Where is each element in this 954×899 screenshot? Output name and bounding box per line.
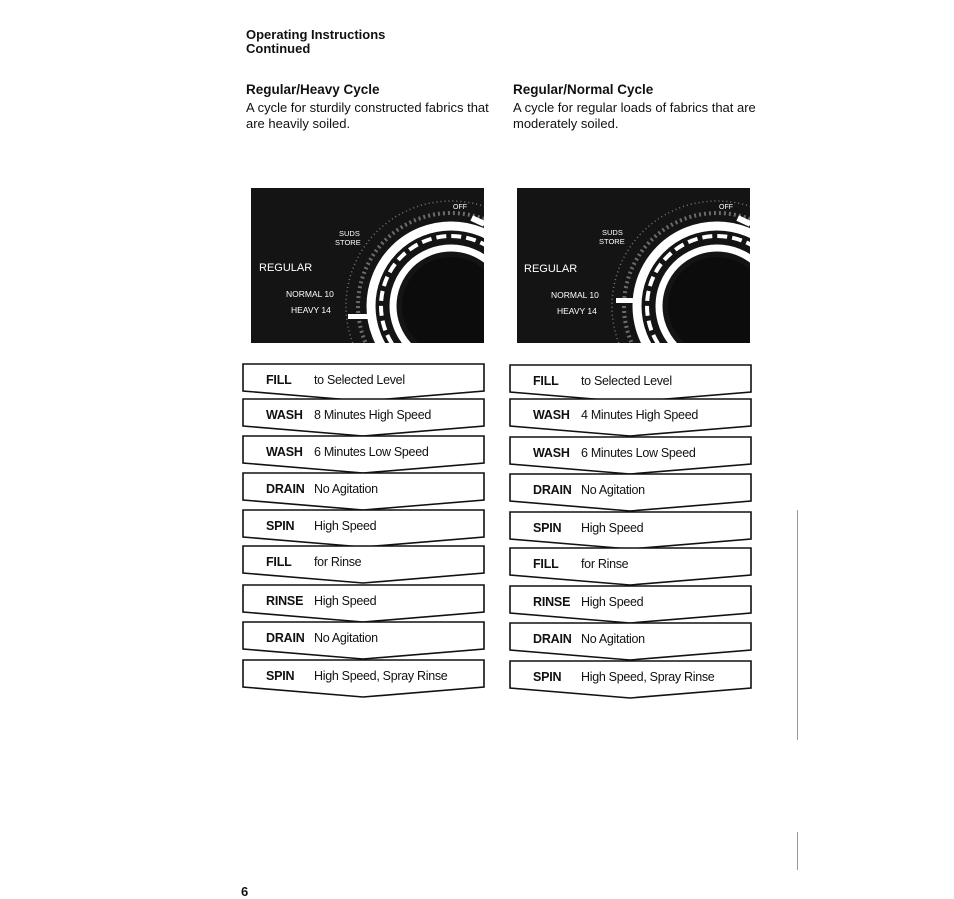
cycle-step bbox=[509, 436, 751, 474]
step-label: WASH bbox=[266, 445, 303, 459]
cycle-step bbox=[509, 398, 751, 436]
step-text: No Agitation bbox=[314, 482, 378, 496]
cycle-step bbox=[242, 472, 484, 510]
step-label: DRAIN bbox=[266, 482, 305, 496]
cycle-step bbox=[242, 363, 484, 401]
step-text: 6 Minutes Low Speed bbox=[581, 446, 696, 460]
cycle-step bbox=[242, 659, 484, 697]
step-label: FILL bbox=[266, 373, 292, 387]
step-text: High Speed bbox=[314, 594, 377, 608]
cycle-step bbox=[242, 621, 484, 659]
dial-suds-label: SUDS bbox=[602, 228, 623, 237]
cycle-title-normal: Regular/Normal Cycle bbox=[513, 82, 654, 97]
cycle-step bbox=[509, 511, 751, 549]
dial-off-label: OFF bbox=[453, 204, 467, 211]
scan-edge-line bbox=[797, 832, 798, 870]
step-label: SPIN bbox=[533, 521, 562, 535]
cycle-step bbox=[242, 435, 484, 473]
step-label: SPIN bbox=[533, 670, 562, 684]
step-text: 6 Minutes Low Speed bbox=[314, 445, 429, 459]
dial-store-label: STORE bbox=[335, 238, 361, 247]
dial-heavy-label: HEAVY 14 bbox=[557, 306, 597, 316]
cycle-step bbox=[509, 585, 751, 623]
page-number: 6 bbox=[241, 884, 249, 899]
step-text: High Speed, Spray Rinse bbox=[581, 670, 715, 684]
step-label: WASH bbox=[266, 408, 303, 422]
dial-normal-label: NORMAL 10 bbox=[286, 289, 334, 299]
step-text: High Speed bbox=[314, 519, 377, 533]
dial-heavy-label: HEAVY 14 bbox=[291, 305, 331, 315]
cycle-step bbox=[509, 622, 751, 660]
step-label: DRAIN bbox=[533, 483, 572, 497]
step-label: DRAIN bbox=[266, 631, 305, 645]
step-label: FILL bbox=[533, 374, 559, 388]
cycle-step bbox=[242, 545, 484, 583]
step-label: RINSE bbox=[266, 594, 304, 608]
dial-regular-label: REGULAR bbox=[524, 263, 578, 275]
dial-knob bbox=[612, 201, 750, 343]
step-label: RINSE bbox=[533, 595, 571, 609]
header-subtitle: Continued bbox=[246, 41, 311, 56]
step-text: High Speed, Spray Rinse bbox=[314, 669, 448, 683]
cycle-step bbox=[242, 584, 484, 622]
dial-normal-label: NORMAL 10 bbox=[551, 290, 599, 300]
step-text: to Selected Level bbox=[581, 374, 672, 388]
step-text: 4 Minutes High Speed bbox=[581, 408, 698, 422]
step-text: No Agitation bbox=[314, 631, 378, 645]
cycle-step bbox=[509, 364, 751, 402]
step-label: DRAIN bbox=[533, 632, 572, 646]
dial-regular-label: REGULAR bbox=[259, 262, 313, 274]
cycle-title-heavy: Regular/Heavy Cycle bbox=[246, 82, 380, 97]
step-label: SPIN bbox=[266, 669, 295, 683]
cycle-description-heavy: A cycle for sturdily constructed fabrics that are heavily soiled. bbox=[246, 100, 489, 131]
step-label: WASH bbox=[533, 408, 570, 422]
cycle-step bbox=[242, 398, 484, 436]
page-header bbox=[246, 28, 385, 56]
cycle-dial-image-heavy bbox=[251, 188, 484, 343]
cycle-step bbox=[242, 509, 484, 547]
dial-knob bbox=[346, 201, 484, 343]
step-text: High Speed bbox=[581, 595, 644, 609]
step-text: to Selected Level bbox=[314, 373, 405, 387]
scan-edge-line bbox=[797, 510, 798, 740]
dial-store-label: STORE bbox=[599, 237, 625, 246]
dial-suds-label: SUDS bbox=[339, 229, 360, 238]
step-label: FILL bbox=[266, 555, 292, 569]
step-label: SPIN bbox=[266, 519, 295, 533]
cycle-step bbox=[509, 547, 751, 585]
step-label: FILL bbox=[533, 557, 559, 571]
cycle-step bbox=[509, 660, 751, 698]
cycle-dial-image-normal bbox=[517, 188, 750, 343]
step-text: 8 Minutes High Speed bbox=[314, 408, 431, 422]
step-text: No Agitation bbox=[581, 632, 645, 646]
cycle-description-normal: A cycle for regular loads of fabrics that are moderately soiled. bbox=[513, 100, 756, 131]
step-text: for Rinse bbox=[314, 555, 362, 569]
header-title: Operating Instructions bbox=[246, 27, 386, 42]
step-text: High Speed bbox=[581, 521, 644, 535]
step-label: WASH bbox=[533, 446, 570, 460]
step-text: for Rinse bbox=[581, 557, 629, 571]
dial-off-label: OFF bbox=[719, 204, 733, 211]
step-text: No Agitation bbox=[581, 483, 645, 497]
cycle-step bbox=[509, 473, 751, 511]
